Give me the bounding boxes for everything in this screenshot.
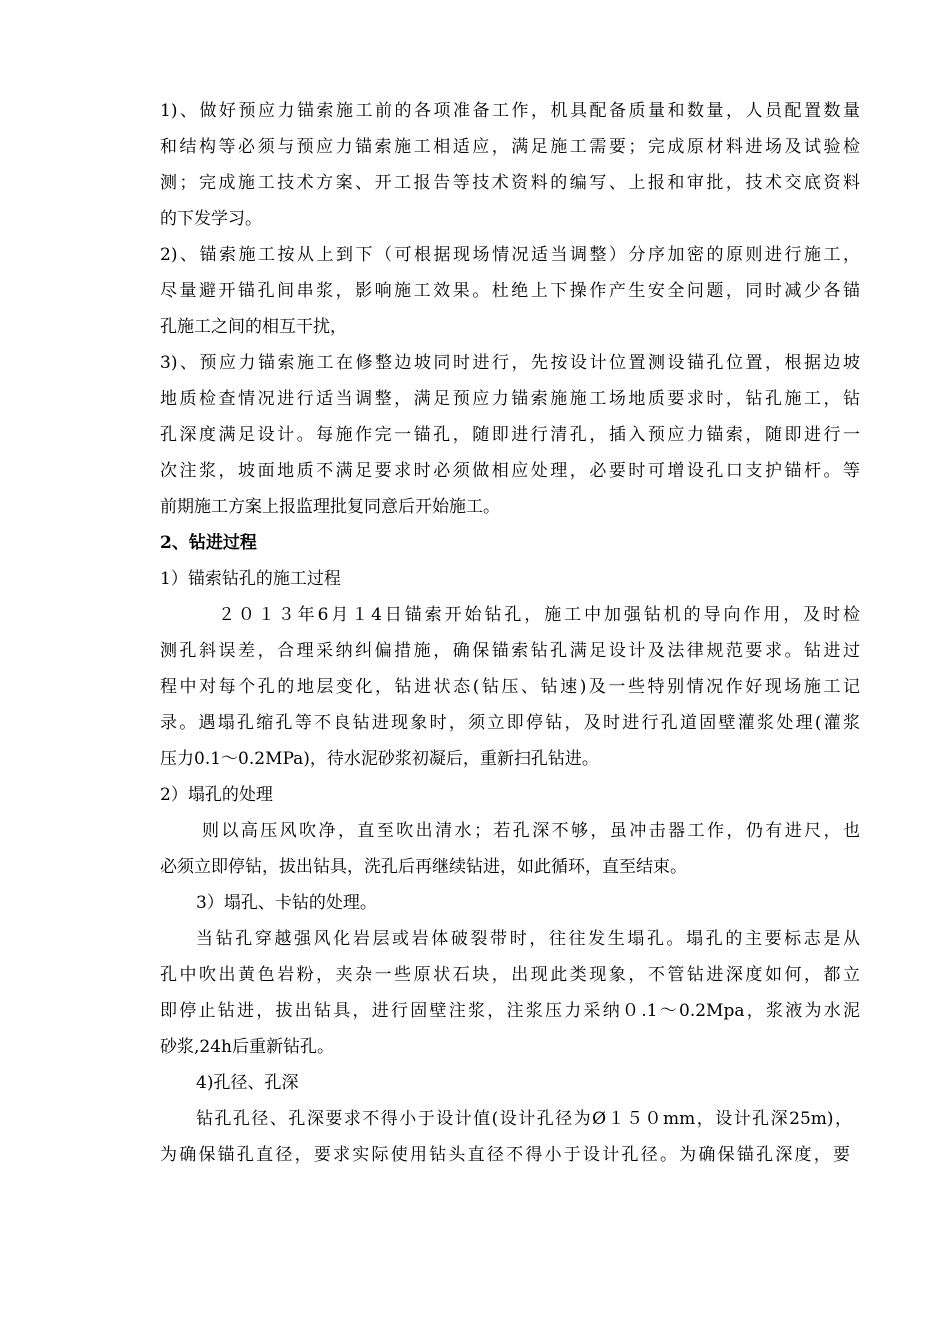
paragraph-line: 和结构等必须与预应力锚索施工相适应，满足施工需要；完成原材料进场及试验检 xyxy=(160,137,860,157)
section-heading: 2、钻进过程 xyxy=(160,533,257,553)
paragraph-line: 砂浆,24h后重新钻孔。 xyxy=(160,1037,334,1057)
paragraph-line: 录。遇塌孔缩孔等不良钻进现象时，须立即停钻，及时进行孔道固壁灌浆处理(灌浆 xyxy=(160,713,860,733)
subsection-heading: 3）塌孔、卡钻的处理。 xyxy=(196,893,377,913)
paragraph-line: 为确保锚孔直径，要求实际使用钻头直径不得小于设计孔径。为确保锚孔深度，要 xyxy=(160,1145,850,1165)
paragraph-line: 前期施工方案上报监理批复同意后开始施工。 xyxy=(160,497,500,517)
subsection-heading: 4)孔径、孔深 xyxy=(196,1073,299,1093)
paragraph-line: 3)、预应力锚索施工在修整边坡同时进行，先按设计位置测设锚孔位置，根据边坡 xyxy=(160,353,860,373)
paragraph-line: 孔中吹出黄色岩粉，夹杂一些原状石块，出现此类现象，不管钻进深度如何，都立 xyxy=(160,965,860,985)
paragraph-line: 测；完成施工技术方案、开工报告等技术资料的编写、上报和审批，技术交底资料 xyxy=(160,173,860,193)
paragraph-line: 程中对每个孔的地层变化，钻进状态(钻压、钻速)及一些特别情况作好现场施工记 xyxy=(160,677,860,697)
paragraph-line: 的下发学习。 xyxy=(160,209,262,229)
subsection-heading: 2）塌孔的处理 xyxy=(160,785,273,805)
paragraph-line: 孔深度满足设计。每施作完一锚孔，随即进行清孔，插入预应力锚索，随即进行一 xyxy=(160,425,860,445)
paragraph-line: 必须立即停钻，拔出钻具，洗孔后再继续钻进，如此循环，直至结束。 xyxy=(160,857,687,877)
paragraph-line: 当钻孔穿越强风化岩层或岩体破裂带时，往往发生塌孔。塌孔的主要标志是从 xyxy=(196,929,860,949)
paragraph-line: 压力0.1～0.2MPa)，待水泥砂浆初凝后，重新扫孔钻进。 xyxy=(160,749,599,769)
subsection-heading: 1）锚索钻孔的施工过程 xyxy=(160,569,341,589)
paragraph-line: 即停止钻进，拔出钻具，进行固壁注浆，注浆压力采纳０.1～0.2Mpa，浆液为水泥 xyxy=(160,1001,860,1021)
paragraph-line: 则以高压风吹净，直至吹出清水；若孔深不够，虽冲击器工作，仍有进尺，也 xyxy=(202,821,860,841)
paragraph-line: ２０１３年6月１4日锚索开始钻孔，施工中加强钻机的导向作用，及时检 xyxy=(218,605,860,625)
paragraph-line: 尽量避开锚孔间串浆，影响施工效果。杜绝上下操作产生安全问题，同时减少各锚 xyxy=(160,281,860,301)
paragraph-line: 孔施工之间的相互干扰， xyxy=(160,317,347,337)
paragraph-line: 1)、做好预应力锚索施工前的各项准备工作，机具配备质量和数量，人员配置数量 xyxy=(160,101,860,121)
paragraph-line: 测孔斜误差，合理采纳纠偏措施，确保锚索钻孔满足设计及法律规范要求。钻进过 xyxy=(160,641,860,661)
paragraph-line: 钻孔孔径、孔深要求不得小于设计值(设计孔径为Ø１５０mm，设计孔深25m)， xyxy=(196,1109,852,1129)
paragraph-line: 2)、锚索施工按从上到下（可根据现场情况适当调整）分序加密的原则进行施工， xyxy=(160,245,860,265)
paragraph-line: 地质检查情况进行适当调整，满足预应力锚索施施工场地质要求时，钻孔施工，钻 xyxy=(160,389,860,409)
paragraph-line: 次注浆，坡面地质不满足要求时必须做相应处理，必要时可增设孔口支护锚杆。等 xyxy=(160,461,860,481)
